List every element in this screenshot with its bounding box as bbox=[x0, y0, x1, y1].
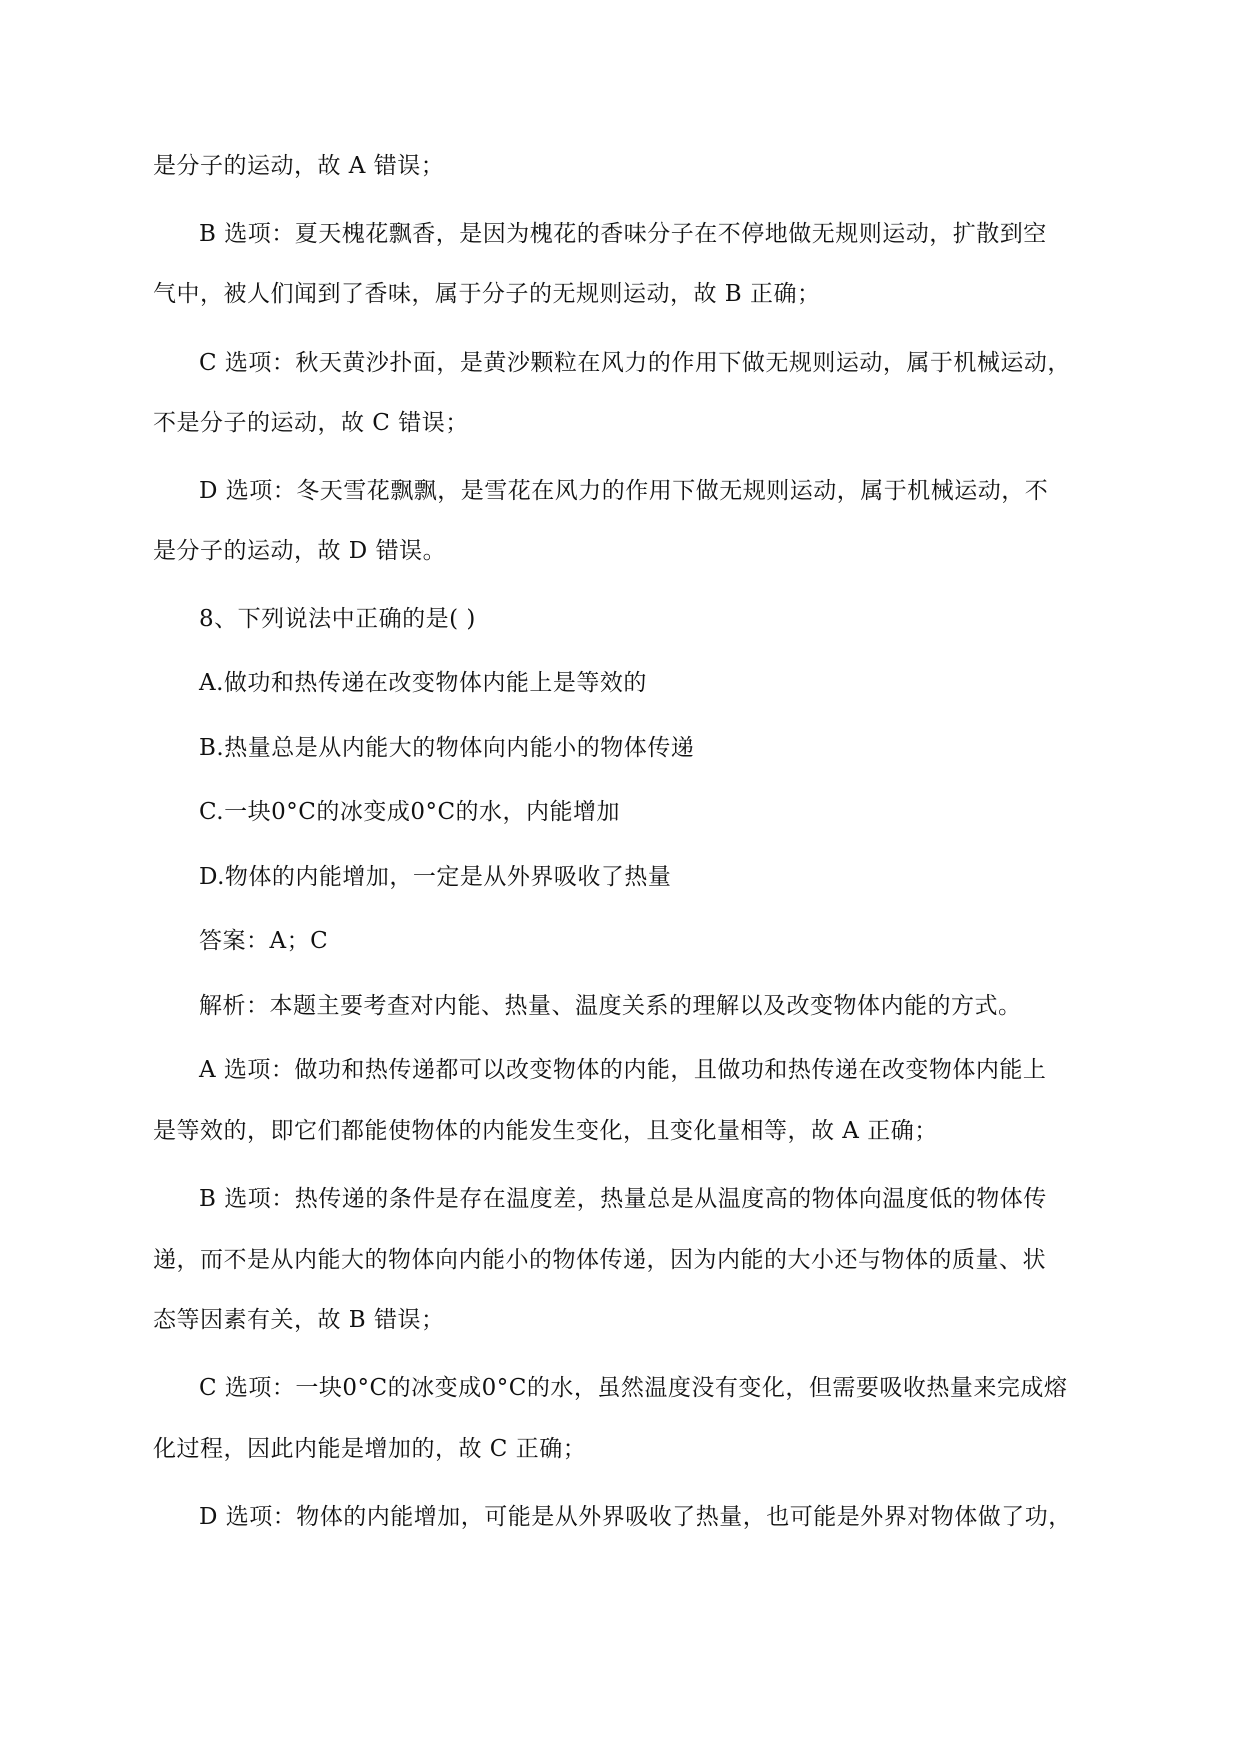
text-line: D 选项：物体的内能增加，可能是从外界吸收了热量，也可能是外界对物体做了功， bbox=[199, 1504, 1072, 1530]
option-a: A.做功和热传递在改变物体内能上是等效的 bbox=[199, 670, 647, 696]
text-line: D 选项：冬天雪花飘飘，是雪花在风力的作用下做无规则运动，属于机械运动，不 bbox=[199, 478, 1049, 504]
option-d: D.物体的内能增加，一定是从外界吸收了热量 bbox=[199, 864, 672, 890]
text-line: 气中，被人们闻到了香味，属于分子的无规则运动，故 B 正确； bbox=[153, 281, 821, 307]
answer: 答案：A；C bbox=[199, 928, 329, 954]
analysis-intro: 解析：本题主要考查对内能、热量、温度关系的理解以及改变物体内能的方式。 bbox=[199, 993, 1022, 1019]
text-line: 是等效的，即它们都能使物体的内能发生变化，且变化量相等，故 A 正确； bbox=[153, 1118, 938, 1144]
text-line: 是分子的运动，故 D 错误。 bbox=[153, 538, 447, 564]
text-line: 是分子的运动，故 A 错误； bbox=[153, 153, 445, 179]
text-line: C 选项：秋天黄沙扑面，是黄沙颗粒在风力的作用下做无规则运动，属于机械运动， bbox=[199, 350, 1071, 376]
text-line: 态等因素有关，故 B 错误； bbox=[153, 1307, 445, 1333]
text-line: 不是分子的运动，故 C 错误； bbox=[153, 410, 469, 436]
text-line: 化过程，因此内能是增加的，故 C 正确； bbox=[153, 1436, 587, 1462]
text-line: B 选项：热传递的条件是存在温度差，热量总是从温度高的物体向温度低的物体传 bbox=[199, 1186, 1047, 1212]
text-line: A 选项：做功和热传递都可以改变物体的内能，且做功和热传递在改变物体内能上 bbox=[199, 1057, 1047, 1083]
question-title: 8、下列说法中正确的是( ) bbox=[199, 606, 476, 632]
text-line: C 选项：一块0°C的冰变成0°C的水，虽然温度没有变化，但需要吸收热量来完成熔 bbox=[199, 1375, 1068, 1401]
text-line: B 选项：夏天槐花飘香，是因为槐花的香味分子在不停地做无规则运动，扩散到空 bbox=[199, 221, 1047, 247]
text-line: 递，而不是从内能大的物体向内能小的物体传递，因为内能的大小还与物体的质量、状 bbox=[153, 1247, 1046, 1273]
option-b: B.热量总是从内能大的物体向内能小的物体传递 bbox=[199, 735, 695, 761]
option-c: C.一块0°C的冰变成0°C的水，内能增加 bbox=[199, 799, 621, 825]
